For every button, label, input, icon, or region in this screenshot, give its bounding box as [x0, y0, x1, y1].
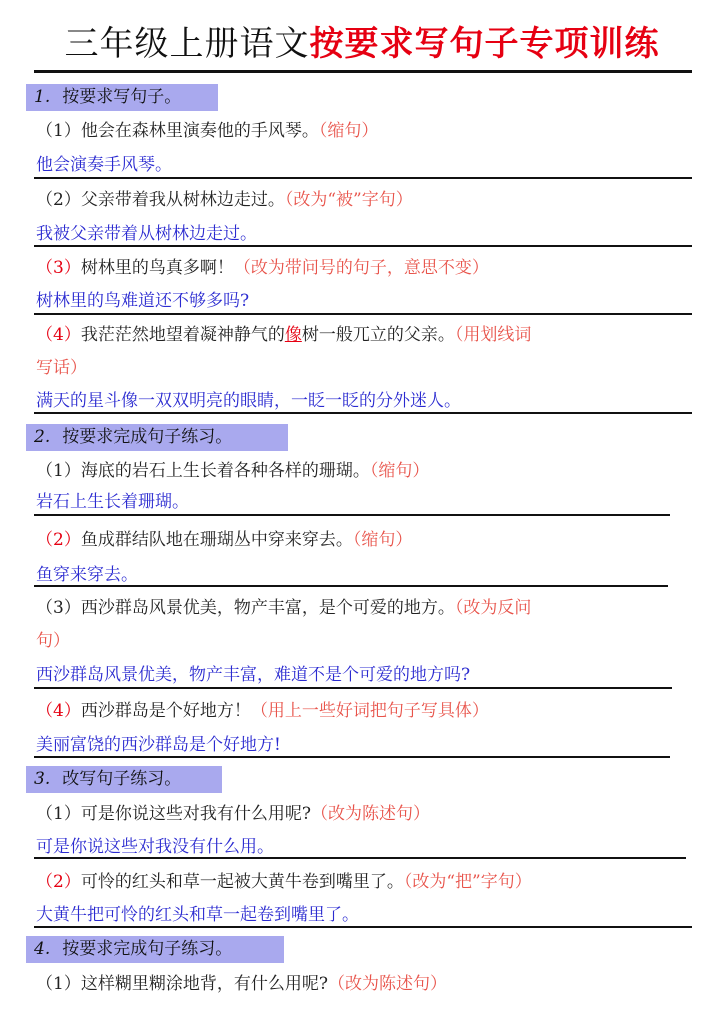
question: （4）西沙群岛是个好地方！（用上一些好词把句子写具体） — [36, 701, 489, 721]
answer: 满天的星斗像一双双明亮的眼睛，一眨一眨的分外迷人。 — [36, 391, 461, 411]
answer-rule — [34, 585, 668, 587]
section-header-2: 2. 按要求完成句子练习。 — [26, 424, 288, 451]
answer: 大黄牛把可怜的红头和草一起卷到嘴里了。 — [36, 905, 359, 925]
answer-rule — [34, 756, 670, 758]
question: （1）他会在森林里演奏他的手风琴。（缩句） — [36, 121, 379, 141]
answer-rule — [34, 687, 672, 689]
question: （1）可是你说这些对我有什么用呢?（改为陈述句） — [36, 804, 430, 824]
question: （4）我茫茫然地望着凝神静气的像树一般兀立的父亲。（用划线词 — [36, 325, 532, 345]
question: （1）这样糊里糊涂地背，有什么用呢?（改为陈述句） — [36, 974, 447, 994]
section-header-3: 3. 改写句子练习。 — [26, 766, 222, 793]
answer: 西沙群岛风景优美，物产丰富，难道不是个可爱的地方吗? — [36, 665, 471, 685]
underlined-word: 像 — [284, 325, 302, 345]
answer: 我被父亲带着从树林边走过。 — [36, 224, 257, 244]
title-rule — [34, 70, 692, 73]
question: （1）海底的岩石上生长着各种各样的珊瑚。（缩句） — [36, 461, 430, 481]
title-black: 三年级上册语文 — [64, 24, 310, 64]
answer-rule — [34, 177, 692, 179]
question: （3）西沙群岛风景优美，物产丰富，是个可爱的地方。（改为反问 — [36, 598, 532, 618]
answer: 鱼穿来穿去。 — [36, 565, 138, 585]
question-hint-continued: 写话） — [36, 358, 87, 378]
section-header-1: 1. 按要求写句子。 — [26, 84, 218, 111]
answer-rule — [34, 857, 686, 859]
answer-rule — [34, 926, 692, 928]
question-hint-continued: 句） — [36, 631, 70, 651]
answer: 美丽富饶的西沙群岛是个好地方! — [36, 735, 281, 755]
section-header-4: 4. 按要求完成句子练习。 — [26, 936, 284, 963]
answer: 树林里的鸟难道还不够多吗? — [36, 291, 250, 311]
answer: 岩石上生长着珊瑚。 — [36, 492, 189, 512]
page-title — [0, 22, 724, 66]
question: （2）父亲带着我从树林边走过。（改为“被”字句） — [36, 190, 413, 210]
answer-rule — [34, 514, 670, 516]
title-red: 按要求写句子专项训练 — [309, 24, 660, 64]
question: （2）可怜的红头和草一起被大黄牛卷到嘴里了。（改为“把”字句） — [36, 872, 532, 892]
answer: 他会演奏手风琴。 — [36, 155, 172, 175]
answer-rule — [34, 313, 692, 315]
answer-rule — [34, 412, 692, 414]
answer: 可是你说这些对我没有什么用。 — [36, 837, 274, 857]
answer-rule — [34, 245, 692, 247]
question: （2）鱼成群结队地在珊瑚丛中穿来穿去。（缩句） — [36, 530, 413, 550]
question: （3）树林里的鸟真多啊！（改为带问号的句子，意思不变） — [36, 258, 489, 278]
